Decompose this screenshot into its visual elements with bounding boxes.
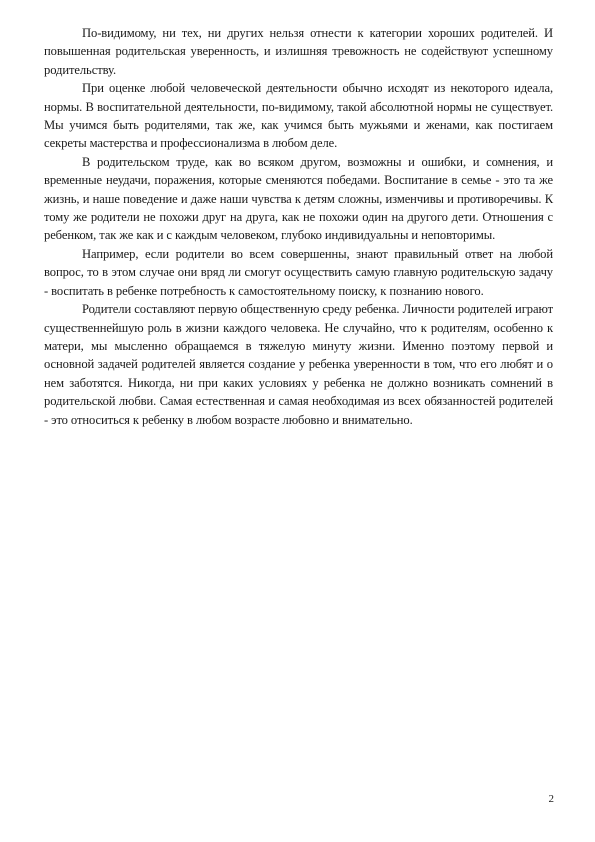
paragraph: Например, если родители во всем совершенны, знают правильный ответ на любой вопрос, то в этом случае они вряд ли смогут осуществить самую главную родительскую задачу - воспитать в ребенке потребность к самостоятельному поиску, к познанию нового.	[44, 246, 553, 298]
document-body	[44, 24, 553, 429]
page-number: 2	[548, 793, 554, 805]
paragraph: По-видимому, ни тех, ни других нельзя отнести к категории хороших родителей. И повышенная родительская уверенность, и излишняя тревожность не содействуют успешному родительству.	[44, 26, 553, 77]
paragraph: При оценке любой человеческой деятельности обычно исходят из некоторого идеала, нормы. В воспитательной деятельности, по-видимому, такой абсолютной нормы не существует. Мы учимся быть родителями, так же, как учимся быть мужьями и женами, как постигаем секреты мастерства и профессионализма в любом деле.	[44, 81, 553, 151]
paragraph: В родительском труде, как во всяком другом, возможны и ошибки, и сомнения, и временные неудачи, поражения, которые сменяются победами. Воспитание в семье - это та же жизнь, и наше поведение и даже наши чувства к детям сложны, изменчивы и противоречивы. К тому же родители не похожи друг на друга, как не похожи один на другого дети. Отношения с ребенком, так же как и с каждым человеком, глубоко индивидуальны и неповторимы.	[44, 154, 553, 243]
paragraph: Родители составляют первую общественную среду ребенка. Личности родителей играют существеннейшую роль в жизни каждого человека. Не случайно, что к родителям, особенно к матери, мы мысленно обращаемся в тяжелую минуту жизни. Именно поэтому первой и основной задачей родителей является создание у ребенка уверенности в том, что его любят и о нем заботятся. Никогда, ни при каких условиях у ребенка не должно возникать сомнений в родительской любви. Самая естественная и самая необходимая из всех обязанностей родителей - это относиться к ребенку в любом возрасте любовно и внимательно.	[44, 302, 553, 427]
